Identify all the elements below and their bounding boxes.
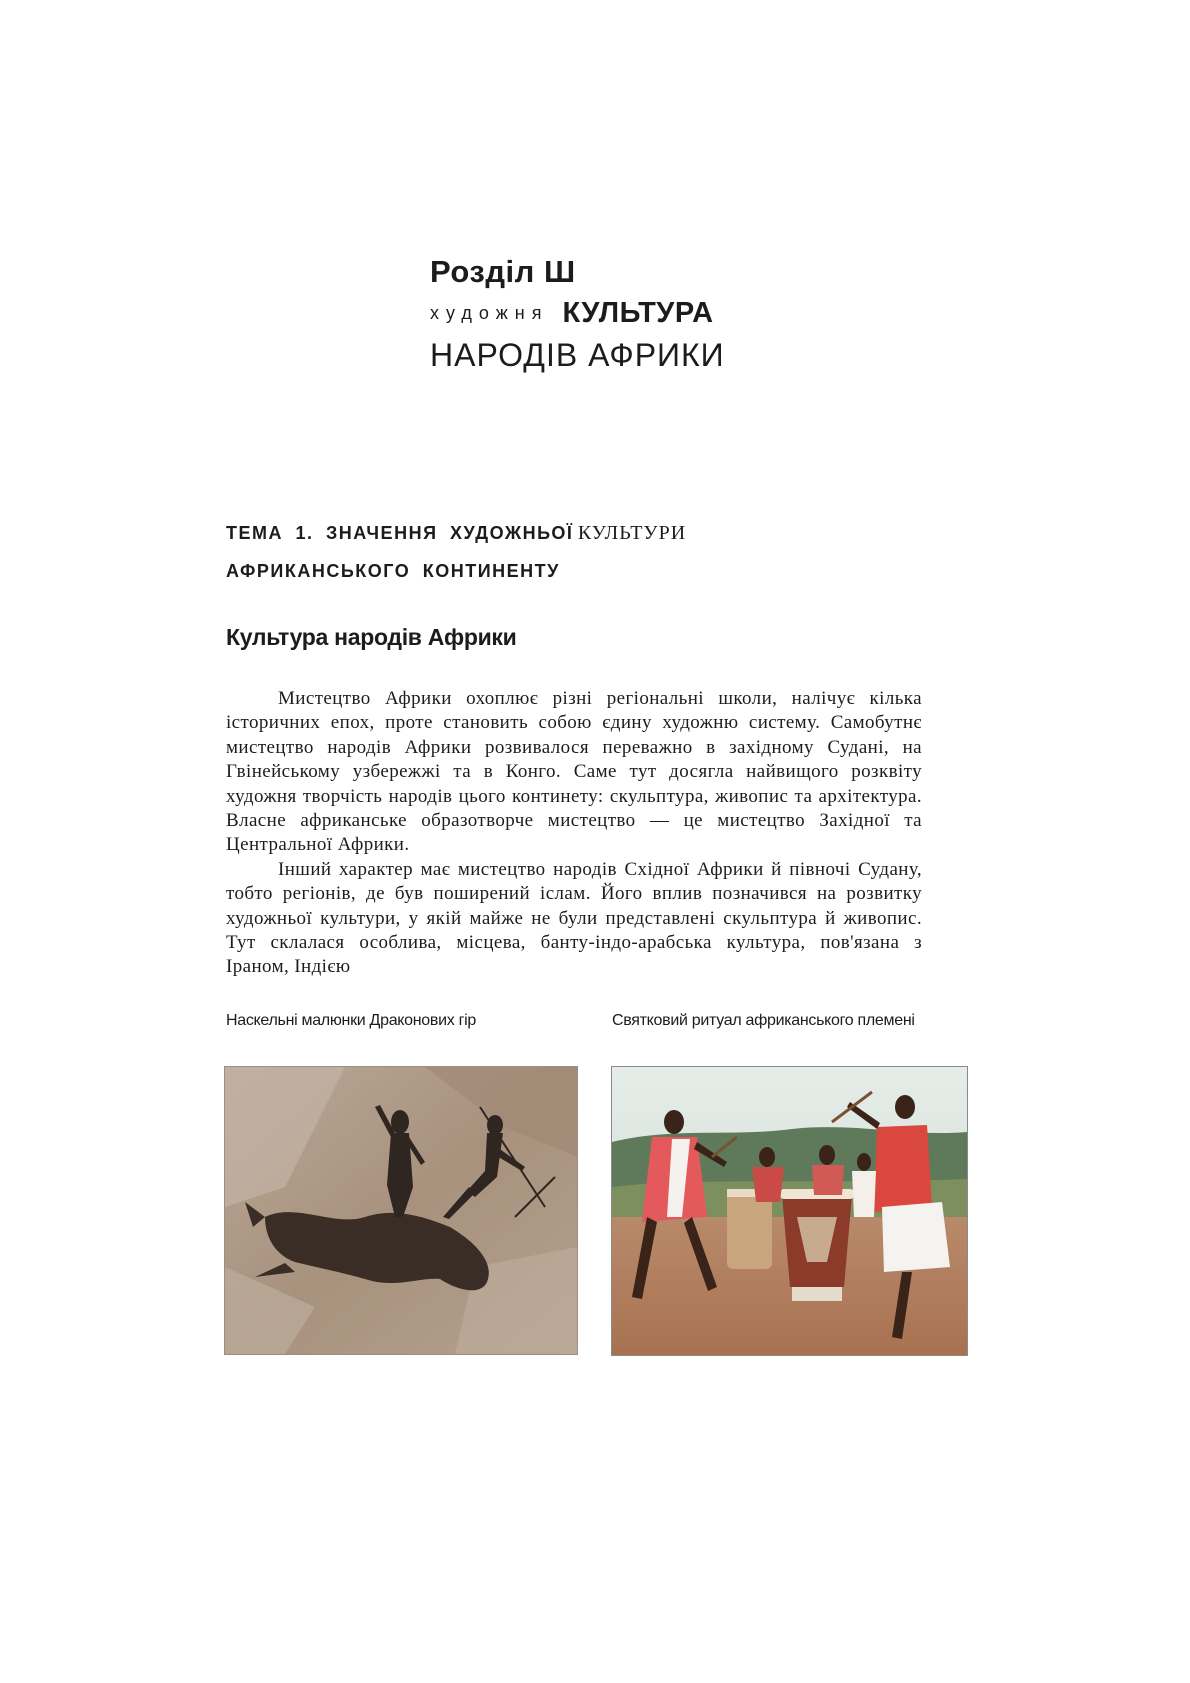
part-title-bold: КУЛЬТУРА — [562, 297, 714, 329]
rock-painting-photo — [224, 1066, 578, 1355]
part-heading — [430, 252, 990, 374]
part-title-line — [430, 297, 990, 331]
topic-line-1-bold: ТЕМА 1. ЗНАЧЕННЯ ХУДОЖНЬОЇ — [226, 523, 574, 543]
section-title: Культура народів Африки — [226, 624, 517, 650]
paragraph: Мистецтво Африки охоплює різні регіональні школи, налічує кілька історичних епох, проте становить собою єдину художню систему. Самобутнє мистецтво народів Африки розвивалося переважно в західному Судані, на Гвінейському узбережжі та в Конго. Саме тут досягла найвищого розквіту художня творчість народів цього континету: скульптура, живопис та архітектура. Власне африканське образотворче мистецтво — це мистецтво Західної та Центральної Африки. — [226, 688, 922, 856]
topic-line-1-regular: КУЛЬТУРИ — [577, 522, 687, 544]
topic-line-2-bold: АФРИКАНСЬКОГО КОНТИНЕНТУ — [226, 561, 560, 581]
ritual-dance-illustration — [612, 1067, 967, 1355]
rock-painting-illustration — [225, 1067, 577, 1354]
paragraph: Інший характер має мистецтво народів Східної Африки й півночі Судану, тобто регіонів, де був поширений іслам. Його вплив позначився на розвитку художньої культури, у якій майже не були представлені скульптура й живопис. Тут склалася особлива, місцева, банту-індо-арабська культура, пов'язана з Іраном, Індією — [226, 858, 922, 978]
topic-line-1 — [226, 514, 1006, 552]
topic-heading — [226, 514, 1006, 590]
part-label: Розділ Ш — [430, 254, 576, 289]
part-title-small: художня — [430, 303, 549, 323]
body-text — [226, 687, 922, 980]
part-title-line3: НАРОДІВ АФРИКИ — [430, 337, 725, 373]
figure-caption-left: Наскельні малюнки Драконових гір — [226, 1012, 476, 1029]
ritual-dance-photo — [611, 1066, 968, 1356]
topic-line-2 — [226, 552, 1006, 590]
figure-caption-right: Святковий ритуал африканського племені — [612, 1012, 915, 1029]
